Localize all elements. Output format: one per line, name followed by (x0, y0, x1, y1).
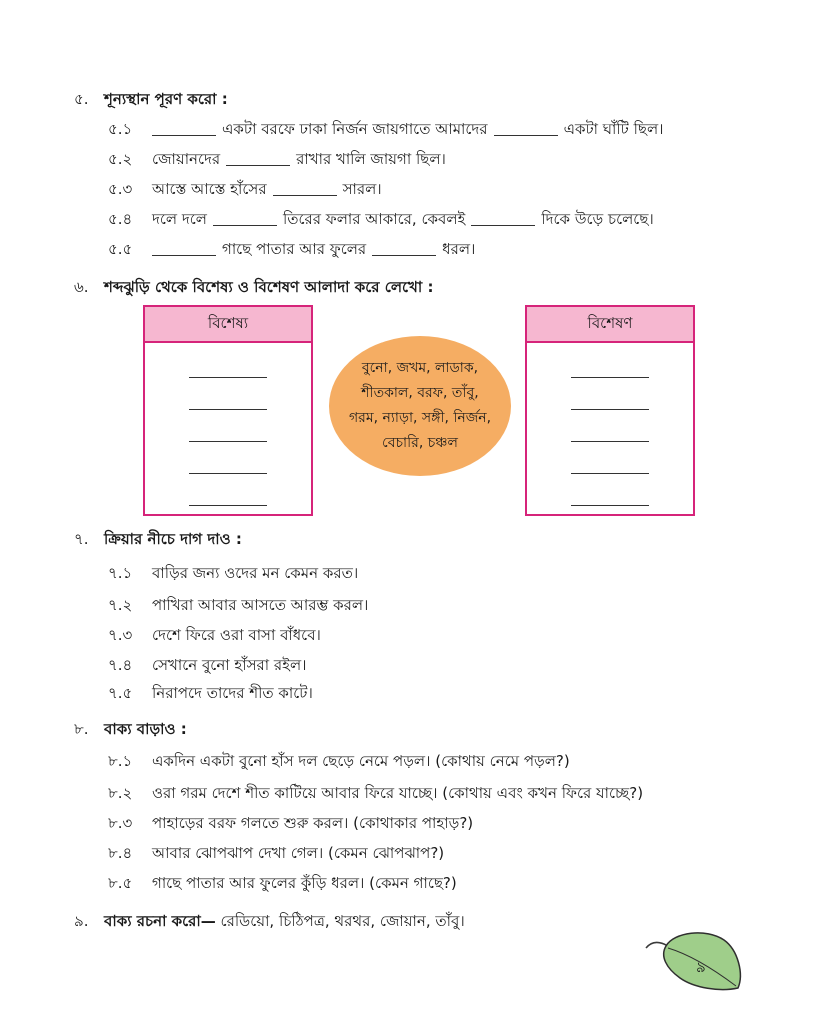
q6-heading (74, 276, 433, 301)
word-line: বেচারি, চঞ্চল (382, 435, 458, 451)
q5-item-5: ৫.৫ গাছে পাতার আর ফুলের ধরল। (108, 240, 476, 258)
fill-blank[interactable] (273, 195, 337, 196)
answer-line[interactable] (189, 409, 267, 410)
answer-line[interactable] (571, 505, 649, 506)
q9-words: রেডিয়ো, চিঠিপত্র, থরথর, জোয়ান, তাঁবু। (220, 912, 465, 930)
answer-line[interactable] (571, 441, 649, 442)
q7-item-2: ৭.২ পাখিরা আবার আসতে আরম্ভ করল। (108, 596, 369, 614)
q5-item-4: ৫.৪ দলে দলে তিরের ফলার আকারে, কেবলই দিকে উড়ে চলেছে। (108, 210, 654, 228)
q8-item-5: ৮.৫ গাছে পাতার আর ফুলের কুঁড়ি ধরল। (কেমন গাছে?) (108, 874, 457, 892)
page-leaf (644, 930, 744, 996)
q7-title: ক্রিয়ার নীচে দাগ দাও : (104, 530, 242, 548)
q8-item-3: ৮.৩ পাহাড়ের বরফ গলতে শুরু করল। (কোথাকার পাহাড়?) (108, 814, 474, 832)
q8-heading (74, 718, 187, 743)
q6-title: শব্দঝুড়ি থেকে বিশেষ্য ও বিশেষণ আলাদা করে লেখো : (104, 278, 434, 296)
q8-item-1: ৮.১ একদিন একটা বুনো হাঁস দল ছেড়ে নেমে পড়ল। (কোথায় নেমে পড়ল?) (108, 752, 570, 770)
q7-heading (74, 528, 242, 553)
answer-line[interactable] (571, 377, 649, 378)
fill-blank[interactable] (494, 135, 558, 136)
q7-number: ৭. (74, 530, 89, 548)
word-line: শীতকাল, বরফ, তাঁবু, (361, 385, 479, 401)
answer-line[interactable] (571, 473, 649, 474)
q5-title: শূন্যস্থান পূরণ করো : (104, 90, 228, 108)
noun-box (143, 305, 313, 516)
word-line: বুনো, জখম, লাডাক, (361, 360, 479, 376)
answer-line[interactable] (189, 505, 267, 506)
q7-item-3: ৭.৩ দেশে ফিরে ওরা বাসা বাঁধবে। (108, 626, 321, 644)
q7-item-5: ৭.৫ নিরাপদে তাদের শীত কাটে। (108, 684, 313, 702)
fill-blank[interactable] (152, 135, 216, 136)
q9-number: ৯. (74, 912, 89, 930)
q5-item-3: ৫.৩ আস্তে আস্তে হাঁসের সারল। (108, 180, 382, 198)
fill-blank[interactable] (213, 225, 277, 226)
fill-blank[interactable] (152, 255, 216, 256)
answer-line[interactable] (189, 473, 267, 474)
word-line: গরম, ন্যাড়া, সঙ্গী, নির্জন, (348, 410, 492, 426)
q7-item-4: ৭.৪ সেখানে বুনো হাঁসরা রইল। (108, 656, 307, 674)
q8-number: ৮. (74, 720, 89, 738)
q6-number: ৬. (74, 278, 89, 296)
fill-blank[interactable] (471, 225, 535, 226)
q5-item-1: ৫.১ একটা বরফে ঢাকা নির্জন জায়গাতে আমাদের একটা ঘাঁটি ছিল। (108, 120, 664, 138)
fill-blank[interactable] (226, 165, 290, 166)
q9-title: বাক্য রচনা করো— (104, 912, 216, 930)
q9-line (74, 910, 465, 935)
q5-number: ৫. (74, 90, 89, 108)
leaf-icon (644, 930, 744, 992)
adjective-box-title: বিশেষণ (527, 307, 693, 343)
page-number: ৯ (696, 958, 706, 976)
word-basket (329, 336, 511, 476)
answer-line[interactable] (189, 377, 267, 378)
answer-line[interactable] (189, 441, 267, 442)
answer-line[interactable] (571, 409, 649, 410)
q7-item-1: ৭.১ বাড়ির জন্য ওদের মন কেমন করত। (108, 564, 359, 582)
q5-heading (74, 88, 228, 113)
q8-item-4: ৮.৪ আবার ঝোপঝাপ দেখা গেল। (কেমন ঝোপঝাপ?) (108, 844, 445, 862)
fill-blank[interactable] (372, 255, 436, 256)
noun-box-title: বিশেষ্য (145, 307, 311, 343)
q5-item-2: ৫.২ জোয়ানদের রাখার খালি জায়গা ছিল। (108, 150, 446, 168)
q8-title: বাক্য বাড়াও : (104, 720, 187, 738)
q8-item-2: ৮.২ ওরা গরম দেশে শীত কাটিয়ে আবার ফিরে যাচ্ছে। (কোথায় এবং কখন ফিরে যাচ্ছে?) (108, 784, 644, 802)
adjective-box (525, 305, 695, 516)
